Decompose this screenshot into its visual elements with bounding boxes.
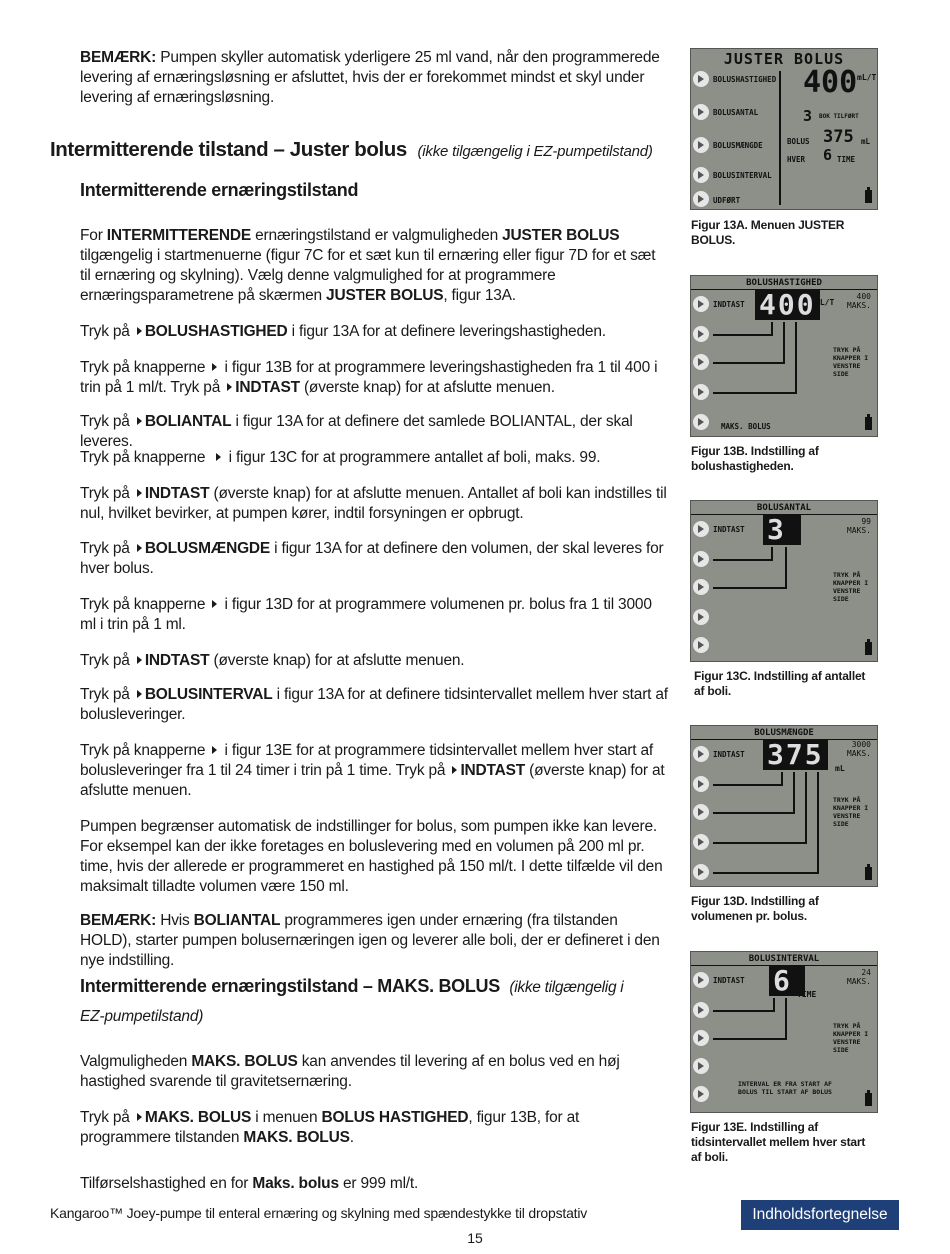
paragraph: Tryk på BOLUSINTERVAL i figur 13A for at definere tidsintervallet mellem hver start af bolusleveringer. [80, 686, 668, 723]
pump-button-icon [693, 776, 709, 792]
arrow-right-icon [137, 656, 142, 664]
arrow-right-icon [137, 690, 142, 698]
subsection-heading: Intermitterende ernæringstilstand – MAKS. BOLUS (ikke tilgængelig i [80, 976, 624, 996]
paragraph: Tilførselshastighed en for Maks. bolus er 999 ml/t. [80, 1175, 419, 1192]
paragraph: Tryk på knapperne i figur 13E for at programmere tidsintervallet mellem hver start af bolusleveringer fra 1 til 24 timer i trin på 1 time. Tryk på INDTAST (øverste knap) for at afslutte menuen. [80, 742, 665, 799]
footer-text: Kangaroo™ Joey-pumpe til enteral ernæring og skylning med spændestykke til dropstativ [50, 1205, 588, 1221]
page-number: 15 [467, 1230, 483, 1246]
arrow-right-icon [137, 417, 142, 425]
pump-button-icon [693, 972, 709, 988]
paragraph: Tryk på BOLIANTAL i figur 13A for at definere det samlede BOLIANTAL, der skal leveres. [80, 413, 633, 450]
pump-button-icon [693, 1030, 709, 1046]
lcd-screen-13a: JUSTER BOLUS BOLUSHASTIGHED BOLUSANTAL BOLUSMÆNGDE BOLUSINTERVAL UDFØRT 400 mL/T 3 BOK TILFØRT BOLUS 375 mL HVER 6 TIME [690, 48, 878, 210]
lcd-screen-13d: BOLUSMÆNGDE INDTAST 375 mL 3000 MAKS. TRYK PÅ KNAPPER I VENSTRE SIDE [690, 725, 878, 887]
section-heading: Intermitterende tilstand – Juster bolus (ikke tilgængelig i EZ-pumpetilstand) [50, 138, 653, 161]
figure-caption: Figur 13C. Indstilling af antallet af boli. [694, 669, 866, 698]
pump-button-icon [693, 191, 709, 207]
paragraph: Tryk på BOLUSMÆNGDE i figur 13A for at definere den volumen, der skal leveres for hver bolus. [80, 540, 664, 577]
pump-button-icon [693, 864, 709, 880]
pump-button-icon [693, 579, 709, 595]
lcd-screen-13c: BOLUSANTAL INDTAST 3 99 MAKS. TRYK PÅ KNAPPER I VENSTRE SIDE [690, 500, 878, 662]
battery-icon [865, 1093, 872, 1106]
pump-button-icon [693, 414, 709, 430]
pump-button-icon [693, 71, 709, 87]
arrow-right-icon [137, 1113, 142, 1121]
note-paragraph: BEMÆRK: Hvis BOLIANTAL programmeres igen under ernæring (fra tilstanden HOLD), starter pumpen bolusernæringen igen og leverer alle boli, der er defineret i den nye indstilling. [80, 912, 660, 969]
pump-button-icon [693, 521, 709, 537]
paragraph: For INTERMITTERENDE ernæringstilstand er valgmuligheden JUSTER BOLUS tilgængelig i startmenuerne (figur 7C for et sæt kun til ernæring eller figur 7D for et sæt til ernæring og skylning). Vælg denne valgmulighed for at programmere ernæringsparametrene på skærmen JUSTER BOLUS, figur 13A. [80, 227, 656, 304]
pump-button-icon [693, 296, 709, 312]
figure-caption: Figur 13E. Indstilling af tidsintervallet mellem hver start af boli. [691, 1120, 866, 1164]
battery-icon [865, 417, 872, 430]
note-label: BEMÆRK: [80, 49, 157, 66]
paragraph: Tryk på knapperne i figur 13D for at programmere volumenen pr. bolus fra 1 til 3000 ml i trin på 1 ml. [80, 596, 652, 633]
subsection-subtitle: EZ-pumpetilstand) [80, 1008, 204, 1025]
pump-button-icon [693, 354, 709, 370]
figure-caption: Figur 13B. Indstilling af bolushastigheden. [691, 444, 819, 473]
pump-button-icon [693, 1058, 709, 1074]
paragraph: Valgmuligheden MAKS. BOLUS kan anvendes til levering af en bolus ved en høj hastighed svarende til gravitetsernæring. [80, 1053, 620, 1090]
subsection-heading: Intermitterende ernæringstilstand [80, 180, 359, 200]
figure-caption: Figur 13D. Indstilling af volumenen pr. bolus. [691, 894, 819, 923]
pump-button-icon [693, 104, 709, 120]
paragraph: Tryk på INDTAST (øverste knap) for at afslutte menuen. Antallet af boli kan indstilles til nul, hvilket bevirker, at pumpen kører, indtil forsyningen er opbrugt. [80, 485, 667, 522]
arrow-right-icon [212, 746, 217, 754]
pump-button-icon [693, 1086, 709, 1102]
pump-button-icon [693, 1002, 709, 1018]
pump-button-icon [693, 609, 709, 625]
arrow-right-icon [212, 600, 217, 608]
pump-button-icon [693, 804, 709, 820]
figure-caption: Figur 13A. Menuen JUSTER BOLUS. [691, 218, 845, 247]
paragraph: Tryk på INDTAST (øverste knap) for at afslutte menuen. [80, 652, 465, 669]
lcd-screen-13e: BOLUSINTERVAL INDTAST 6 TIME 24 MAKS. TRYK PÅ KNAPPER I VENSTRE SIDE INTERVAL ER FRA START AF BOLUS TIL START AF BOLUS [690, 951, 878, 1113]
pump-button-icon [693, 834, 709, 850]
pump-button-icon [693, 137, 709, 153]
pump-button-icon [693, 384, 709, 400]
lcd-screen-13b: BOLUSHASTIGHED INDTAST 400 mL/T 400 MAKS. TRYK PÅ KNAPPER I VENSTRE SIDE MAKS. BOLUS [690, 275, 878, 437]
paragraph: Tryk på MAKS. BOLUS i menuen BOLUS HASTIGHED, figur 13B, for at programmere tilstanden MAKS. BOLUS. [80, 1109, 580, 1146]
paragraph: Tryk på knapperne i figur 13B for at programmere leveringshastigheden fra 1 til 400 i trin på 1 ml/t. Tryk på INDTAST (øverste knap) for at afslutte menuen. [80, 359, 658, 396]
arrow-right-icon [137, 327, 142, 335]
arrow-right-icon [212, 363, 217, 371]
arrow-right-icon [137, 489, 142, 497]
paragraph: Tryk på BOLUSHASTIGHED i figur 13A for at definere leveringshastigheden. [80, 323, 606, 340]
pump-button-icon [693, 167, 709, 183]
arrow-right-icon [216, 453, 221, 461]
arrow-right-icon [227, 383, 232, 391]
arrow-right-icon [452, 766, 457, 774]
arrow-right-icon [137, 544, 142, 552]
pump-button-icon [693, 637, 709, 653]
paragraph: Tryk på knapperne i figur 13C for at programmere antallet af boli, maks. 99. [80, 449, 601, 466]
pump-button-icon [693, 326, 709, 342]
battery-icon [865, 867, 872, 880]
battery-icon [865, 642, 872, 655]
pump-button-icon [693, 551, 709, 567]
battery-icon [865, 190, 872, 203]
table-of-contents-button[interactable]: Indholdsfortegnelse [741, 1200, 899, 1230]
pump-button-icon [693, 746, 709, 762]
paragraph: Pumpen begrænser automatisk de indstillinger for bolus, som pumpen ikke kan levere. For eksempel kan der ikke foretages en boluslevering med en volumen på 200 ml pr. time, hvis der allerede er programmeret en hastighed på 150 ml/t. I dette tilfælde vil den maksimalt tilladte volumen være 150 ml. [80, 818, 663, 895]
note-paragraph: BEMÆRK: Pumpen skyller automatisk yderligere 25 ml vand, når den programmerede levering af ernæringsløsning er afsluttet, hvis der er forekommet mindst et skyl under levering af ernæringsløsning. [80, 49, 660, 106]
